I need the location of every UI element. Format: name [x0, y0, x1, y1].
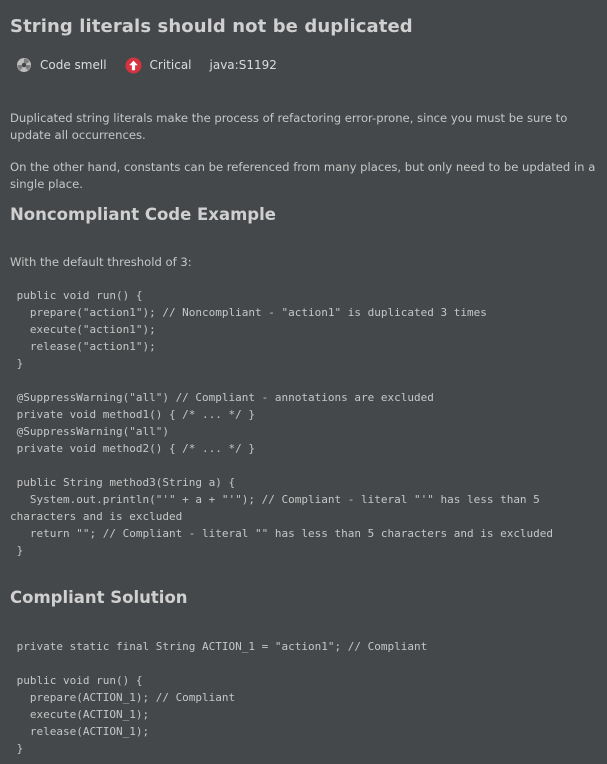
- critical-severity-icon: [125, 57, 142, 74]
- rule-key-label: java:S1192: [209, 58, 277, 72]
- code-line: characters and is excluded: [10, 510, 183, 523]
- code-line: release("action1");: [10, 340, 156, 353]
- code-line: public void run() {: [10, 674, 143, 687]
- code-line: release(ACTION_1);: [10, 725, 150, 738]
- code-line: }: [10, 357, 24, 370]
- code-line: private void method1() { /* ... */ }: [10, 408, 256, 421]
- code-line: @SuppressWarning("all") // Compliant - annotations are excluded: [10, 391, 434, 404]
- code-line: System.out.println("'" + a + "'"); // Compliant - literal "'" has less than 5: [10, 493, 540, 506]
- rule-severity-label: Critical: [149, 58, 192, 72]
- rule-severity: [125, 57, 192, 74]
- code-line: private void method2() { /* ... */ }: [10, 442, 256, 455]
- rule-title: String literals should not be duplicated: [10, 16, 413, 37]
- code-line: prepare("action1"); // Noncompliant - "action1" is duplicated 3 times: [10, 306, 487, 319]
- rule-type-label: Code smell: [40, 58, 107, 72]
- noncompliant-heading: Noncompliant Code Example: [10, 205, 276, 224]
- compliant-code-block: [10, 638, 600, 757]
- description-paragraph-1: Duplicated string literals make the process of refactoring error-prone, since you must be sure to update all occurrences.: [10, 111, 568, 142]
- code-line: return ""; // Compliant - literal "" has less than 5 characters and is excluded: [10, 527, 554, 540]
- code-line: [10, 372, 600, 389]
- rule-type: [16, 57, 107, 73]
- code-smell-icon: [16, 57, 32, 73]
- description-paragraph-2: On the other hand, constants can be referenced from many places, but only need to be updated in a single place.: [10, 160, 596, 191]
- rule-key: [210, 58, 277, 72]
- code-line: @SuppressWarning("all"): [10, 425, 169, 438]
- code-line: public String method3(String a) {: [10, 476, 236, 489]
- code-line: public void run() {: [10, 289, 143, 302]
- code-line: [10, 457, 600, 474]
- rule-meta: [16, 55, 295, 75]
- code-line: private static final String ACTION_1 = "action1"; // Compliant: [10, 640, 428, 653]
- code-line: }: [10, 742, 24, 755]
- noncompliant-intro: With the default threshold of 3:: [10, 255, 192, 269]
- compliant-heading: Compliant Solution: [10, 588, 188, 607]
- code-line: execute(ACTION_1);: [10, 708, 150, 721]
- code-line: }: [10, 544, 24, 557]
- code-line: execute("action1");: [10, 323, 156, 336]
- noncompliant-code-block: [10, 287, 600, 559]
- code-line: prepare(ACTION_1); // Compliant: [10, 691, 236, 704]
- code-line: [10, 655, 600, 672]
